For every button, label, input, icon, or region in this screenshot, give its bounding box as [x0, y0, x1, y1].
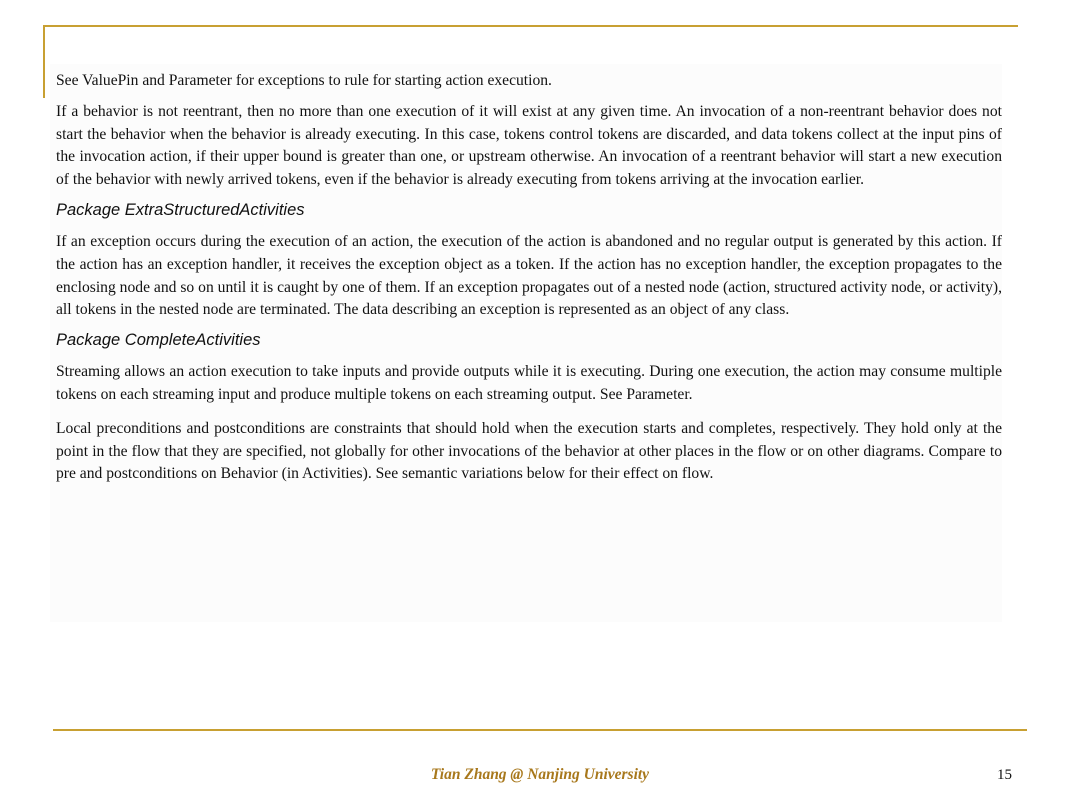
heading-complete-activities: Package CompleteActivities [56, 331, 261, 350]
slide-content-area [50, 64, 1002, 622]
paragraph-exception: If an exception occurs during the execution of an action, the execution of the action is abandoned and no regular output is generated by this action. If the action has an exception handler, it receives the exception object as a token. If the action has no exception handler, the exception propagates to the enclosing node and so on until it is caught by one of them. If an exception propagates out of a nested node (action, structured activity node, or activity), all tokens in the nested node are terminated. The data describing an exception is represented as an object of any class. [56, 232, 1002, 319]
page-number: 15 [997, 767, 1012, 783]
footer-rule-line [53, 729, 1027, 731]
paragraph-reentrant: If a behavior is not reentrant, then no more than one execution of it will exist at any given time. An invocation of a non-reentrant behavior does not start the behavior when the behavior is already executing. In this case, tokens control tokens are discarded, and data tokens collect at the input pins of the invocation action, if their upper bound is greater than one, or upstream otherwise. An invocation of a reentrant behavior will start a new execution of the behavior with newly arrived tokens, even if the behavior is already executing from tokens arriving at the invocation earlier. [56, 102, 1002, 189]
top-frame-line [43, 25, 1018, 27]
paragraph-gap [56, 407, 1002, 418]
left-frame-line [43, 25, 45, 98]
footer-author: Tian Zhang @ Nanjing University [430, 766, 650, 783]
heading-extra-structured-activities: Package ExtraStructuredActivities [56, 200, 305, 219]
paragraph-valuepin: See ValuePin and Parameter for exceptions to rule for starting action execution. [56, 72, 552, 89]
paragraph-local-conditions: Local preconditions and postconditions are constraints that should hold when the execution starts and completes, respectively. They hold only at the point in the flow that they are specified, not globally for other invocations of the behavior at other places in the flow or on other diagrams. Compare to pre and postconditions on Behavior (in Activities). See semantic variations below for their effect on flow. [56, 419, 1002, 483]
paragraph-streaming: Streaming allows an action execution to take inputs and provide outputs while it is executing. During one execution, the action may consume multiple tokens on each streaming input and produce multiple tokens on each streaming output. See Parameter. [56, 363, 1002, 403]
